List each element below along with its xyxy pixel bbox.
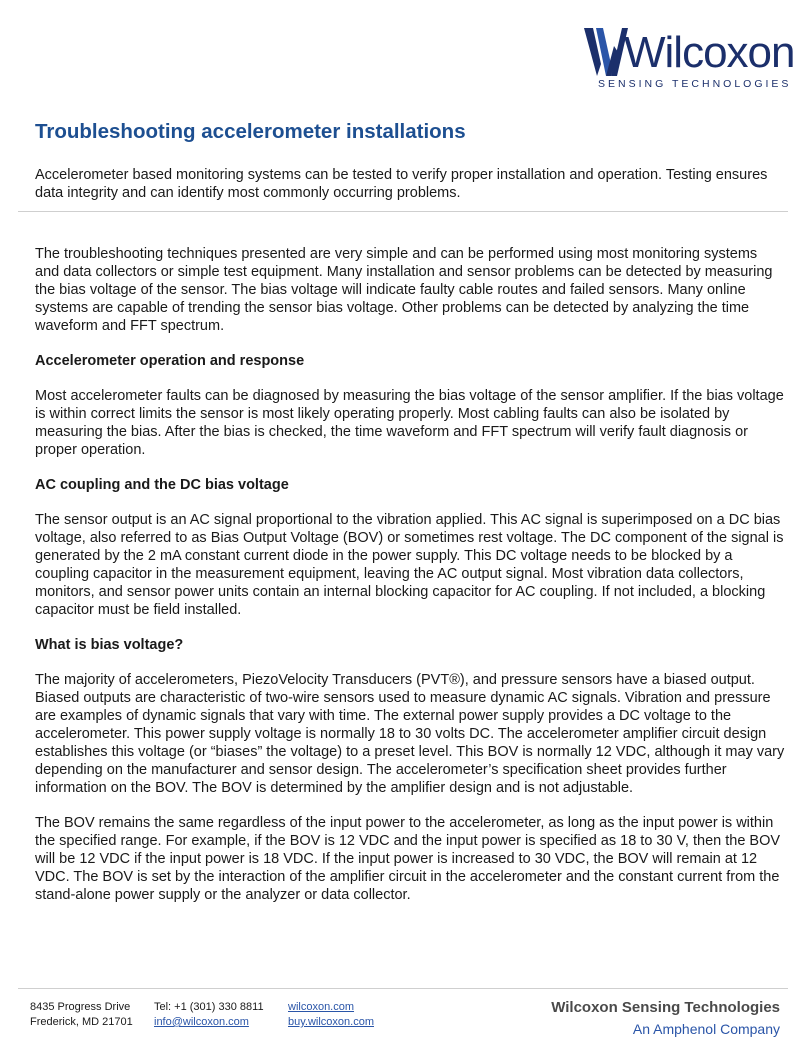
- logo-wordmark: Wilcoxon: [624, 28, 795, 77]
- footer-brand: [551, 998, 780, 1040]
- paragraph-operation-response: Most accelerometer faults can be diagnosed by measuring the bias voltage of the sensor amplifier. If the bias voltage is within correct limits the sensor is most likely operating properly. Most cabling faults can also be isolated by measuring the bias. After the bias is checked, the time waveform and FFT spectrum will verify fault diagnosis or proper operation.: [35, 388, 784, 458]
- header-divider: [18, 211, 788, 212]
- address-line-2: Frederick, MD 21701: [30, 1016, 133, 1028]
- heading-operation-response: Accelerometer operation and response: [35, 353, 305, 369]
- paragraph-techniques: The troubleshooting techniques presented are very simple and can be performed using most monitoring systems and data collectors or simple test equipment. Many installation and sensor problems can be detected by measuring the bias voltage of the sensor. The bias voltage will indicate faulty cable routes and failed sensors. Many online systems are capable of trending the sensor bias voltage. Other problems can be detected by analyzing the time waveform and FFT spectrum.: [35, 246, 773, 334]
- heading-bias-voltage: What is bias voltage?: [35, 637, 184, 653]
- article-body: [35, 245, 785, 921]
- page-title: Troubleshooting accelerometer installations: [35, 120, 466, 143]
- address-line-1: 8435 Progress Drive: [30, 1001, 131, 1013]
- paragraph-ac-coupling: The sensor output is an AC signal proportional to the vibration applied. This AC signal is superimposed on a DC bias voltage, also referred to as Bias Output Voltage (BOV) or sometimes rest voltage. The DC component of the signal is generated by the 2 mA constant current diode in the power supply. This DC voltage needs to be blocked by a coupling capacitor in the measurement equipment, leaving the AC output signal. Most vibration data collectors, monitors, and sensor power units contain an internal blocking capacitor for AC coupling. If not included, a blocking capacitor must be field installed.: [35, 512, 784, 618]
- paragraph-bov-range: The BOV remains the same regardless of the input power to the accelerometer, as long as the input power is within the specified range. For example, if the BOV is 12 VDC and the input power is specified as 18 to 30 V, then the BOV will be 12 VDC if the input power is 18 VDC. If the input power is increased to 30 VDC, the BOV will remain at 12 VDC. The BOV is set by the interaction of the amplifier circuit in the accelerometer and the constant current from the stand-alone power supply or the analyzer or data collector.: [35, 815, 781, 903]
- w-mark-icon: [584, 26, 628, 78]
- logo-tagline: SENSING TECHNOLOGIES: [598, 78, 792, 90]
- phone-number: Tel: +1 (301) 330 8811: [154, 1001, 264, 1013]
- website-link[interactable]: wilcoxon.com: [288, 1001, 355, 1013]
- shop-link[interactable]: buy.wilcoxon.com: [288, 1016, 374, 1028]
- company-name: Wilcoxon Sensing Technologies: [551, 999, 780, 1016]
- footer-contact: [154, 1000, 264, 1030]
- footer-divider: [18, 988, 788, 989]
- paragraph-bias-voltage: The majority of accelerometers, PiezoVelocity Transducers (PVT®), and pressure sensors have a biased output. Biased outputs are characteristic of two-wire sensors used to measure dynamic AC signals. Vibration and pressure are examples of dynamic signals that vary with time. The external power supply provides a DC voltage to the accelerometer. This power supply voltage is normally 18 to 30 volts DC. The accelerometer amplifier circuit design establishes this voltage (or “biases” the voltage) to a preset level. This BOV is normally 12 VDC, although it may vary depending on the manufacturer and sensor design. The accelerometer’s specification sheet provides further information on the BOV. The BOV is determined by the amplifier design and is not adjustable.: [35, 672, 785, 796]
- company-logo: [584, 22, 794, 94]
- footer-address: [30, 1000, 133, 1030]
- parent-company: An Amphenol Company: [632, 1021, 780, 1037]
- email-link[interactable]: info@wilcoxon.com: [154, 1016, 249, 1028]
- intro-paragraph: Accelerometer based monitoring systems can be tested to verify proper installation and operation. Testing ensures data integrity and can identify most commonly occurring problems.: [35, 167, 768, 201]
- footer-links: [288, 1000, 374, 1030]
- heading-ac-coupling: AC coupling and the DC bias voltage: [35, 477, 289, 493]
